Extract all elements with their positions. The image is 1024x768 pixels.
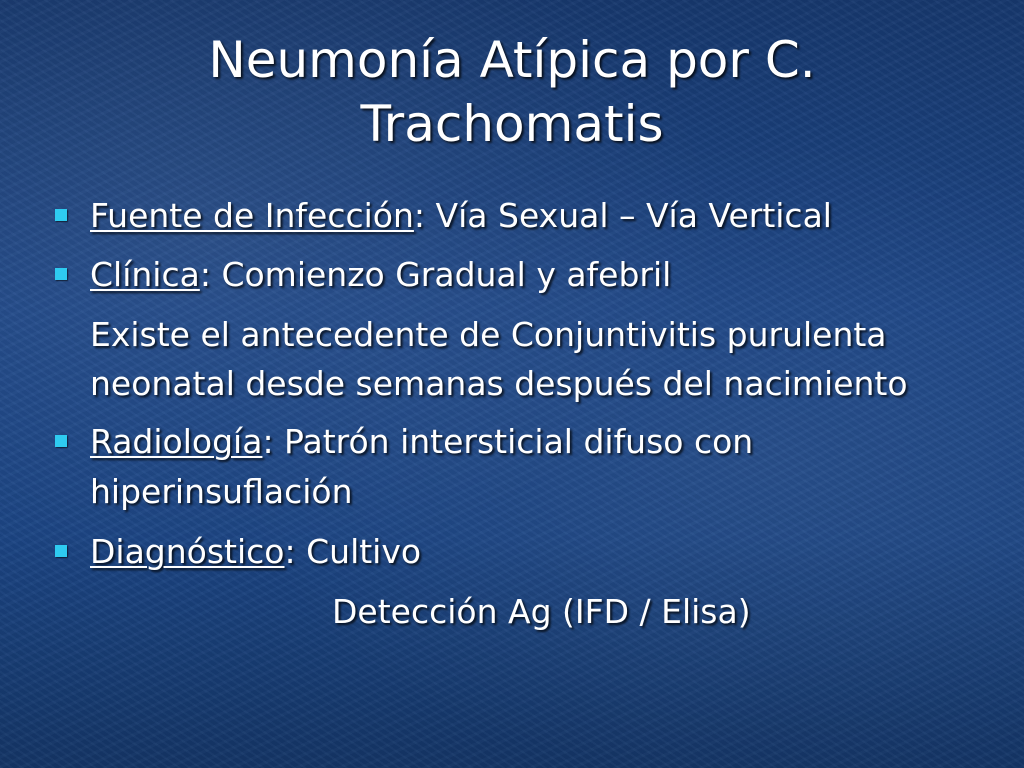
bullet-marker bbox=[55, 435, 67, 447]
list-item-clinica-extra-1: Existe el antecedente de Conjuntivitis purulenta bbox=[90, 315, 887, 354]
item-separator: : bbox=[199, 255, 211, 294]
item-text: Vía Sexual – Vía Vertical bbox=[425, 196, 832, 235]
item-text: Patrón intersticial difuso con bbox=[273, 422, 754, 461]
list-item-fuente bbox=[90, 196, 832, 236]
item-label: Clínica bbox=[90, 255, 200, 294]
list-item-diagnostico-line-2: Detección Ag (IFD / Elisa) bbox=[332, 592, 751, 631]
item-separator: : bbox=[413, 196, 426, 235]
item-label: Fuente de Infección bbox=[90, 196, 414, 235]
item-separator: : bbox=[284, 532, 296, 571]
list-item-clinica bbox=[90, 255, 671, 295]
list-item-diagnostico bbox=[90, 532, 421, 572]
list-item-clinica-extra-2: neonatal desde semanas después del nacimiento bbox=[90, 364, 908, 403]
title-line-1: Neumonía Atípica por C. bbox=[208, 31, 816, 89]
item-text: Comienzo Gradual y afebril bbox=[210, 255, 672, 294]
slide-title bbox=[0, 28, 1024, 156]
list-item-radiologia-line-2: hiperinsuflación bbox=[90, 472, 353, 511]
item-label: Radiología bbox=[90, 422, 263, 461]
bullet-marker bbox=[55, 209, 67, 221]
list-item-radiologia bbox=[90, 422, 753, 462]
item-text: Cultivo bbox=[295, 532, 422, 571]
item-label: Diagnóstico bbox=[90, 532, 285, 571]
bullet-marker bbox=[55, 268, 67, 280]
bullet-marker bbox=[55, 545, 67, 557]
item-separator: : bbox=[262, 422, 274, 461]
title-line-2: Trachomatis bbox=[360, 95, 664, 153]
